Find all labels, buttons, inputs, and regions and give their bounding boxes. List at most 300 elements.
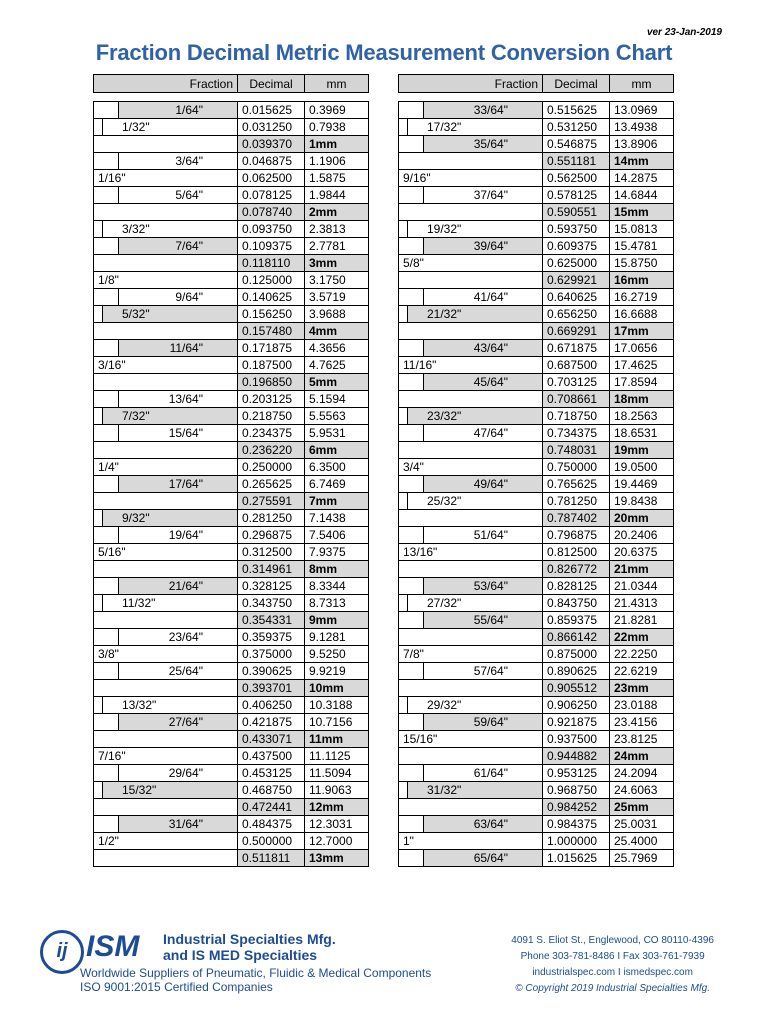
- decimal-value: 0.826772: [543, 561, 610, 578]
- fraction-value: 3/64": [175, 154, 203, 168]
- decimal-value: 0.218750: [238, 408, 305, 425]
- fraction-cell: [94, 612, 238, 629]
- mm-value: 9mm: [305, 612, 369, 629]
- table-row: [399, 323, 674, 340]
- table-row: [94, 816, 369, 833]
- mm-value: 11mm: [305, 731, 369, 748]
- table-body-left: [94, 102, 369, 867]
- fraction-value: 19/64": [168, 528, 203, 542]
- mm-value: 11.5094: [305, 765, 369, 782]
- fraction-cell: [94, 391, 238, 408]
- mm-value: 21.0344: [610, 578, 674, 595]
- table-row: [94, 306, 369, 323]
- decimal-value: 0.468750: [238, 782, 305, 799]
- fraction-value: 21/64": [168, 579, 203, 593]
- table-row: [399, 629, 674, 646]
- decimal-value: 0.312500: [238, 544, 305, 561]
- mm-value: 18.2563: [610, 408, 674, 425]
- decimal-value: 0.031250: [238, 119, 305, 136]
- decimal-value: 0.515625: [543, 102, 610, 119]
- fraction-header: Fraction: [94, 75, 238, 93]
- decimal-value: 0.015625: [238, 102, 305, 119]
- decimal-value: 0.406250: [238, 697, 305, 714]
- fraction-value: 11/64": [169, 341, 203, 355]
- decimal-value: 0.859375: [543, 612, 610, 629]
- table-body-right: [399, 102, 674, 867]
- decimal-value: 0.905512: [543, 680, 610, 697]
- fraction-value: 3/8": [98, 647, 119, 661]
- table-row: [94, 544, 369, 561]
- fraction-cell: [94, 323, 238, 340]
- mm-value: 3mm: [305, 255, 369, 272]
- table-row: [399, 816, 674, 833]
- fraction-cell: [399, 612, 543, 629]
- fraction-value: 35/64": [473, 137, 508, 151]
- table-row: [94, 136, 369, 153]
- fraction-value: 3/32": [122, 222, 150, 236]
- mm-value: 3.5719: [305, 289, 369, 306]
- table-row: [399, 442, 674, 459]
- fraction-cell: [399, 816, 543, 833]
- fraction-cell: [399, 238, 543, 255]
- mm-value: 14.2875: [610, 170, 674, 187]
- table-row: [94, 102, 369, 119]
- mm-value: 2.7781: [305, 238, 369, 255]
- table-row: [399, 102, 674, 119]
- mm-value: 2.3813: [305, 221, 369, 238]
- decimal-value: 0.866142: [543, 629, 610, 646]
- fraction-value: 17/64": [168, 477, 203, 491]
- table-row: [399, 476, 674, 493]
- mm-value: 4.3656: [305, 340, 369, 357]
- table-row: [94, 510, 369, 527]
- fraction-value: 29/32": [427, 698, 462, 712]
- fraction-cell: [94, 442, 238, 459]
- mm-value: 1.1906: [305, 153, 369, 170]
- mm-value: 8.7313: [305, 595, 369, 612]
- fraction-cell: [399, 765, 543, 782]
- fraction-value: 11/32": [122, 596, 156, 610]
- table-row: [94, 578, 369, 595]
- fraction-cell: [94, 714, 238, 731]
- mm-value: 17.8594: [610, 374, 674, 391]
- mm-value: 12.3031: [305, 816, 369, 833]
- decimal-value: 0.421875: [238, 714, 305, 731]
- fraction-value: 21/32": [427, 307, 462, 321]
- table-row: [94, 391, 369, 408]
- table-row: [94, 748, 369, 765]
- fraction-value: 1/16": [98, 171, 126, 185]
- decimal-value: 0.275591: [238, 493, 305, 510]
- fraction-cell: [399, 493, 543, 510]
- decimal-value: 0.500000: [238, 833, 305, 850]
- decimal-value: 0.944882: [543, 748, 610, 765]
- fraction-cell: [94, 272, 238, 289]
- mm-value: 16mm: [610, 272, 674, 289]
- fraction-cell: [399, 697, 543, 714]
- fraction-cell: [399, 782, 543, 799]
- mm-value: 25mm: [610, 799, 674, 816]
- mm-value: 25.7969: [610, 850, 674, 867]
- table-row: [399, 646, 674, 663]
- fraction-cell: [399, 187, 543, 204]
- tagline: [80, 966, 431, 994]
- decimal-value: 0.984375: [543, 816, 610, 833]
- fraction-value: 53/64": [473, 579, 508, 593]
- mm-value: 7.5406: [305, 527, 369, 544]
- fraction-value: 55/64": [473, 613, 508, 627]
- fraction-value: 13/64": [168, 392, 203, 406]
- mm-value: 23mm: [610, 680, 674, 697]
- mm-value: 19.4469: [610, 476, 674, 493]
- fraction-cell: [399, 833, 543, 850]
- decimal-value: 0.843750: [543, 595, 610, 612]
- table-row: [94, 697, 369, 714]
- mm-value: 24.6063: [610, 782, 674, 799]
- table-row: [94, 323, 369, 340]
- mm-value: 23.0188: [610, 697, 674, 714]
- mm-value: 24mm: [610, 748, 674, 765]
- table-row: [399, 408, 674, 425]
- mm-value: 15.4781: [610, 238, 674, 255]
- table-row: [399, 680, 674, 697]
- fraction-cell: [399, 527, 543, 544]
- decimal-value: 0.734375: [543, 425, 610, 442]
- decimal-value: 0.781250: [543, 493, 610, 510]
- fraction-value: 5/64": [175, 188, 203, 202]
- fraction-cell: [399, 680, 543, 697]
- fraction-cell: [94, 799, 238, 816]
- conversion-table-right: [398, 74, 674, 867]
- decimal-value: 0.656250: [543, 306, 610, 323]
- table-row: [94, 476, 369, 493]
- fraction-cell: [94, 850, 238, 867]
- fraction-cell: [94, 663, 238, 680]
- mm-value: 3.9688: [305, 306, 369, 323]
- table-row: [399, 136, 674, 153]
- decimal-value: 0.669291: [543, 323, 610, 340]
- mm-value: 20.6375: [610, 544, 674, 561]
- fraction-cell: [94, 765, 238, 782]
- table-row: [94, 561, 369, 578]
- fraction-cell: [94, 680, 238, 697]
- fraction-value: 43/64": [473, 341, 508, 355]
- mm-value: 4.7625: [305, 357, 369, 374]
- table-row: [94, 255, 369, 272]
- decimal-value: 0.953125: [543, 765, 610, 782]
- page-title: Fraction Decimal Metric Measurement Conversion Chart: [95, 40, 673, 65]
- decimal-value: 0.812500: [543, 544, 610, 561]
- copyright: © Copyright 2019 Industrial Specialties Mfg.: [515, 983, 710, 994]
- fraction-cell: [399, 119, 543, 136]
- fraction-value: 65/64": [473, 851, 508, 865]
- table-row: [94, 459, 369, 476]
- decimal-value: 0.234375: [238, 425, 305, 442]
- mm-value: 6mm: [305, 442, 369, 459]
- table-row: [94, 442, 369, 459]
- mm-value: 11.1125: [305, 748, 369, 765]
- tagline-2: ISO 9001:2015 Certified Companies: [80, 980, 273, 994]
- table-row: [399, 578, 674, 595]
- decimal-value: 0.590551: [543, 204, 610, 221]
- table-row: [94, 357, 369, 374]
- mm-value: 0.3969: [305, 102, 369, 119]
- table-row: [94, 187, 369, 204]
- decimal-value: 0.787402: [543, 510, 610, 527]
- table-row: [399, 850, 674, 867]
- fraction-value: 1/32": [122, 120, 150, 134]
- table-row: [94, 204, 369, 221]
- table-row: [94, 629, 369, 646]
- fraction-value: 17/32": [427, 120, 462, 134]
- decimal-value: 0.484375: [238, 816, 305, 833]
- fraction-value: 25/64": [168, 664, 203, 678]
- fraction-cell: [94, 221, 238, 238]
- mm-value: 6.7469: [305, 476, 369, 493]
- fraction-cell: [94, 136, 238, 153]
- decimal-value: 0.203125: [238, 391, 305, 408]
- mm-value: 5mm: [305, 374, 369, 391]
- decimal-value: 1.000000: [543, 833, 610, 850]
- decimal-value: 0.511811: [238, 850, 305, 867]
- mm-value: 5.1594: [305, 391, 369, 408]
- table-row: [399, 833, 674, 850]
- decimal-value: 0.046875: [238, 153, 305, 170]
- decimal-value: 0.750000: [543, 459, 610, 476]
- fraction-cell: [399, 289, 543, 306]
- decimal-value: 0.156250: [238, 306, 305, 323]
- table-row: [399, 357, 674, 374]
- mm-value: 16.6688: [610, 306, 674, 323]
- fraction-cell: [94, 119, 238, 136]
- address: 4091 S. Eliot St., Englewood, CO 80110-4396: [511, 935, 714, 946]
- decimal-value: 0.629921: [543, 272, 610, 289]
- decimal-value: 0.921875: [543, 714, 610, 731]
- decimal-value: 0.140625: [238, 289, 305, 306]
- mm-value: 8mm: [305, 561, 369, 578]
- mm-value: 25.4000: [610, 833, 674, 850]
- mm-value: 20mm: [610, 510, 674, 527]
- fraction-cell: [399, 595, 543, 612]
- fraction-value: 25/32": [427, 494, 462, 508]
- table-row: [399, 238, 674, 255]
- fraction-cell: [399, 731, 543, 748]
- mm-value: 22.6219: [610, 663, 674, 680]
- mm-value: 9.5250: [305, 646, 369, 663]
- fraction-cell: [399, 102, 543, 119]
- fraction-header: Fraction: [399, 75, 543, 93]
- mm-value: 15.0813: [610, 221, 674, 238]
- mm-value: 13mm: [305, 850, 369, 867]
- decimal-value: 0.157480: [238, 323, 305, 340]
- phone-fax: Phone 303-781-8486 I Fax 303-761-7939: [520, 951, 705, 962]
- fraction-cell: [399, 663, 543, 680]
- mm-value: 3.1750: [305, 272, 369, 289]
- table-row: [399, 391, 674, 408]
- decimal-value: 0.328125: [238, 578, 305, 595]
- fraction-cell: [399, 272, 543, 289]
- table-row: [399, 544, 674, 561]
- mm-value: 0.7938: [305, 119, 369, 136]
- fraction-cell: [94, 595, 238, 612]
- mm-value: 10mm: [305, 680, 369, 697]
- table-row: [399, 153, 674, 170]
- fraction-cell: [94, 357, 238, 374]
- mm-value: 17.0656: [610, 340, 674, 357]
- table-row: [399, 527, 674, 544]
- mm-value: 21.4313: [610, 595, 674, 612]
- decimal-value: 1.015625: [543, 850, 610, 867]
- decimal-value: 0.236220: [238, 442, 305, 459]
- website-links[interactable]: industrialspec.com I ismedspec.com: [532, 967, 693, 978]
- decimal-value: 0.609375: [543, 238, 610, 255]
- table-row: [94, 493, 369, 510]
- table-row: [399, 782, 674, 799]
- fraction-cell: [94, 731, 238, 748]
- fraction-cell: [399, 306, 543, 323]
- decimal-value: 0.703125: [543, 374, 610, 391]
- decimal-value: 0.640625: [543, 289, 610, 306]
- mm-value: 22.2250: [610, 646, 674, 663]
- decimal-value: 0.125000: [238, 272, 305, 289]
- fraction-cell: [399, 646, 543, 663]
- table-row: [94, 408, 369, 425]
- decimal-value: 0.968750: [543, 782, 610, 799]
- mm-value: 7.1438: [305, 510, 369, 527]
- fraction-cell: [94, 833, 238, 850]
- fraction-value: 1/64": [175, 103, 203, 117]
- table-row: [399, 306, 674, 323]
- fraction-cell: [399, 391, 543, 408]
- mm-value: 17.4625: [610, 357, 674, 374]
- fraction-value: 23/32": [427, 409, 462, 423]
- decimal-value: 0.343750: [238, 595, 305, 612]
- table-row: [94, 527, 369, 544]
- mm-value: 11.9063: [305, 782, 369, 799]
- tagline-1: Worldwide Suppliers of Pneumatic, Fluidic & Medical Components: [80, 966, 432, 980]
- fraction-cell: [399, 221, 543, 238]
- table-row: [399, 510, 674, 527]
- fraction-cell: [399, 561, 543, 578]
- decimal-value: 0.039370: [238, 136, 305, 153]
- fraction-cell: [399, 459, 543, 476]
- logo-wordmark: ISM: [86, 930, 140, 963]
- fraction-cell: [399, 255, 543, 272]
- mm-value: 21.8281: [610, 612, 674, 629]
- fraction-cell: [399, 136, 543, 153]
- table-row: [94, 289, 369, 306]
- fraction-cell: [94, 204, 238, 221]
- decimal-value: 0.118110: [238, 255, 305, 272]
- mm-value: 1mm: [305, 136, 369, 153]
- table-row: [399, 459, 674, 476]
- table-row: [94, 663, 369, 680]
- fraction-cell: [94, 629, 238, 646]
- fraction-cell: [94, 374, 238, 391]
- decimal-value: 0.375000: [238, 646, 305, 663]
- decimal-value: 0.078125: [238, 187, 305, 204]
- decimal-value: 0.196850: [238, 374, 305, 391]
- decimal-value: 0.437500: [238, 748, 305, 765]
- fraction-value: 41/64": [473, 290, 508, 304]
- decimal-value: 0.078740: [238, 204, 305, 221]
- fraction-value: 33/64": [473, 103, 508, 117]
- decimal-header: Decimal: [543, 75, 610, 93]
- mm-header: mm: [305, 75, 369, 93]
- mm-value: 16.2719: [610, 289, 674, 306]
- mm-value: 18mm: [610, 391, 674, 408]
- fraction-value: 29/64": [168, 766, 203, 780]
- fraction-cell: [94, 561, 238, 578]
- fraction-cell: [94, 255, 238, 272]
- fraction-value: 27/32": [427, 596, 462, 610]
- fraction-value: 5/8": [403, 256, 424, 270]
- fraction-value: 45/64": [473, 375, 508, 389]
- fraction-cell: [94, 578, 238, 595]
- fraction-cell: [399, 544, 543, 561]
- table-row: [399, 697, 674, 714]
- fraction-cell: [94, 510, 238, 527]
- fraction-value: 13/16": [403, 545, 438, 559]
- table-row: [399, 595, 674, 612]
- fraction-value: 9/64": [175, 290, 203, 304]
- mm-value: 23.8125: [610, 731, 674, 748]
- decimal-value: 0.765625: [543, 476, 610, 493]
- fraction-cell: [399, 714, 543, 731]
- table-row: [94, 595, 369, 612]
- mm-value: 19mm: [610, 442, 674, 459]
- fraction-cell: [399, 799, 543, 816]
- fraction-cell: [399, 850, 543, 867]
- table-row: [399, 340, 674, 357]
- decimal-value: 0.984252: [543, 799, 610, 816]
- mm-value: 25.0031: [610, 816, 674, 833]
- table-row: [94, 238, 369, 255]
- decimal-value: 0.687500: [543, 357, 610, 374]
- mm-value: 5.5563: [305, 408, 369, 425]
- table-row: [399, 374, 674, 391]
- table-row: [94, 221, 369, 238]
- table-row: [399, 187, 674, 204]
- fraction-value: 59/64": [473, 715, 508, 729]
- decimal-value: 0.187500: [238, 357, 305, 374]
- table-row: [399, 255, 674, 272]
- fraction-value: 5/16": [98, 545, 126, 559]
- fraction-cell: [94, 340, 238, 357]
- mm-value: 2mm: [305, 204, 369, 221]
- fraction-value: 5/32": [122, 307, 150, 321]
- fraction-cell: [399, 578, 543, 595]
- decimal-value: 0.796875: [543, 527, 610, 544]
- table-row: [399, 493, 674, 510]
- fraction-value: 7/16": [98, 749, 126, 763]
- table-row: [399, 748, 674, 765]
- fraction-cell: [399, 629, 543, 646]
- decimal-value: 0.062500: [238, 170, 305, 187]
- fraction-value: 47/64": [473, 426, 508, 440]
- decimal-value: 0.393701: [238, 680, 305, 697]
- table-row: [399, 714, 674, 731]
- fraction-value: 31/64": [168, 817, 203, 831]
- fraction-value: 63/64": [473, 817, 508, 831]
- mm-value: 1.5875: [305, 170, 369, 187]
- table-row: [94, 833, 369, 850]
- decimal-value: 0.890625: [543, 663, 610, 680]
- fraction-cell: [94, 646, 238, 663]
- fraction-value: 1/2": [98, 834, 119, 848]
- fraction-value: 15/32": [122, 783, 157, 797]
- fraction-cell: [399, 204, 543, 221]
